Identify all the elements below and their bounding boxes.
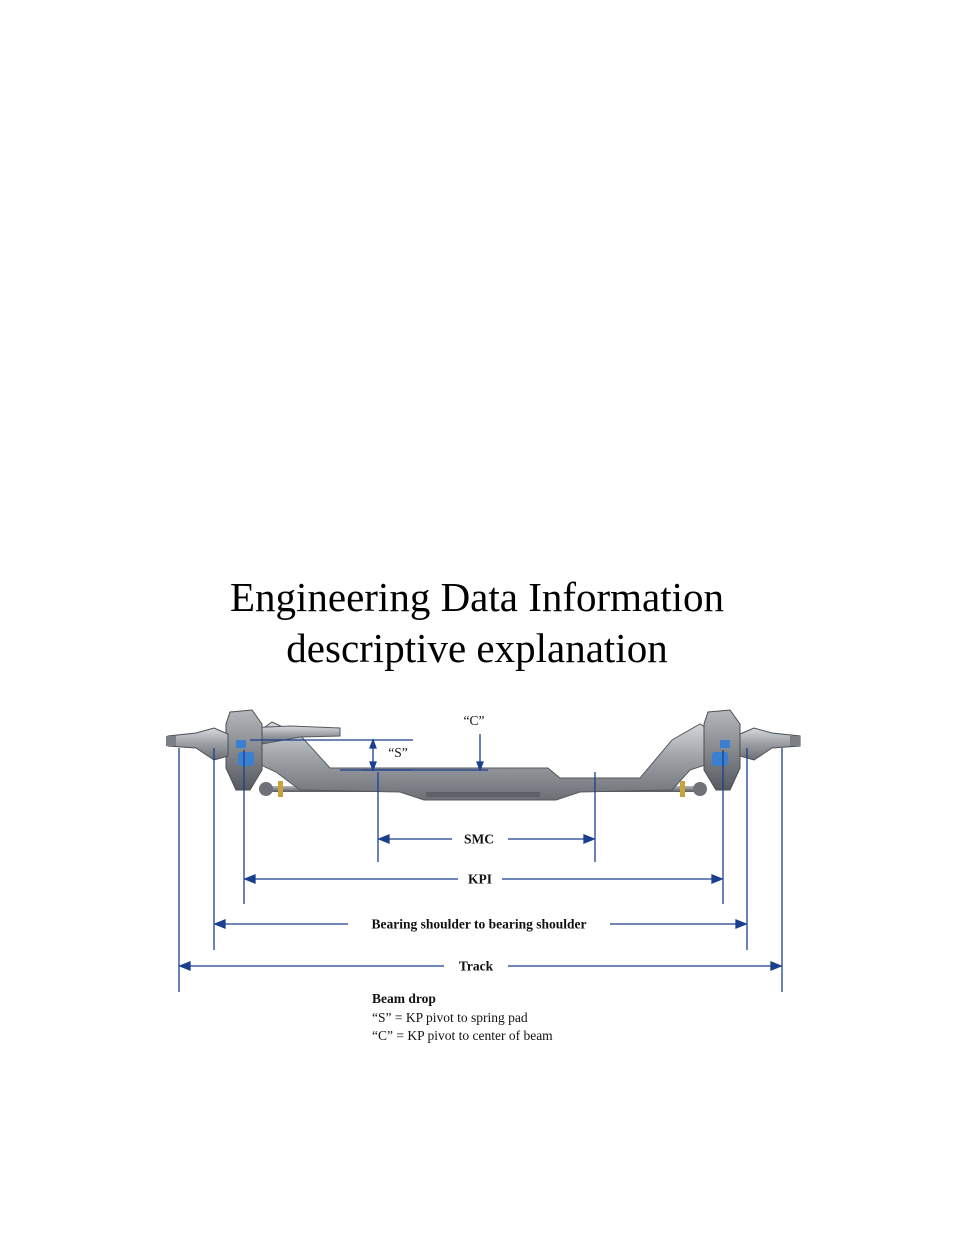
left-brake-chamber [238,752,254,766]
label-smc: SMC [464,831,494,847]
bearing-arrow-left [215,920,225,928]
smc-arrow-right [584,835,594,843]
left-spindle [168,728,228,760]
right-clamp [680,781,685,797]
label-track: Track [458,958,494,974]
left-clamp [278,781,283,797]
track-arrow-right [771,962,781,970]
left-spindle-nut [166,736,176,746]
notes-s-definition: “S” = KP pivot to spring pad [372,1009,528,1025]
beam-web [426,792,540,797]
right-spindle-nut [790,736,800,746]
notes-heading: Beam drop [372,991,436,1006]
label-c: “C” [463,713,485,728]
kpi-arrow-right [712,875,722,883]
bearing-arrow-right [736,920,746,928]
right-brake-chamber [712,752,728,766]
beam-drop-notes [372,990,553,1046]
left-tie-rod-end [259,782,273,796]
right-tie-rod-end [693,782,707,796]
smc-arrow-left [379,835,389,843]
right-kingpin-cap [720,740,730,748]
right-knuckle [704,710,740,790]
track-arrow-left [180,962,190,970]
label-kpi: KPI [467,871,493,887]
notes-c-definition: “C” = KP pivot to center of beam [372,1028,553,1043]
page-title [0,572,954,674]
label-s: “S” [388,745,408,760]
title-line-2: descriptive explanation [286,625,668,671]
s-arrow-up [370,740,376,748]
axle-diagram [150,700,810,1000]
title-line-1: Engineering Data Information [229,574,725,620]
label-bearing: Bearing shoulder to bearing shoulder [371,916,587,932]
dimension-lines [180,835,781,970]
left-kingpin-cap [236,740,246,748]
kpi-arrow-left [245,875,255,883]
